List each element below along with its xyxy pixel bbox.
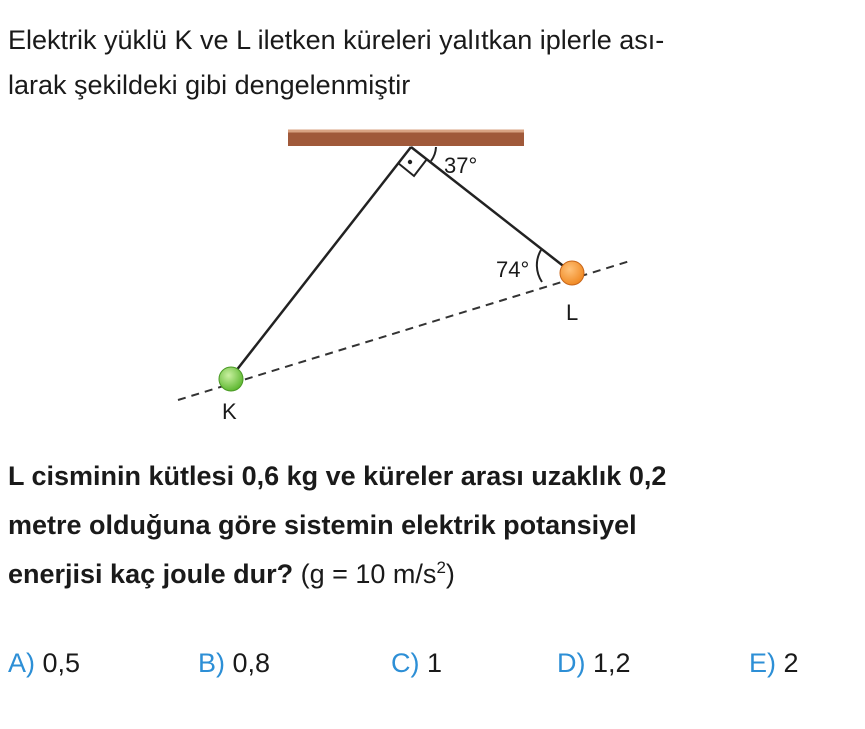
angle-arc-37: [431, 147, 436, 161]
question-line-1: L cisminin kütlesi 0,6 kg ve küreler arası uzaklık 0,2: [8, 461, 667, 491]
gravity-condition: [301, 559, 455, 589]
intro-line-2: larak şekildeki gibi dengelenmiştir: [8, 70, 411, 100]
string-L: [411, 147, 571, 272]
choice-e-value: 2: [783, 648, 799, 678]
label-L: L: [566, 300, 579, 325]
choice-a-value: 0,5: [42, 648, 81, 678]
question-line-3-text: enerjisi kaç joule dur?: [8, 559, 294, 589]
choice-b[interactable]: [198, 648, 270, 679]
dashed-connector-line: [178, 261, 630, 400]
angle-label-74: 74°: [496, 257, 530, 282]
choice-c[interactable]: [391, 648, 442, 679]
right-angle-marker: [398, 159, 427, 176]
ball-L: [560, 261, 584, 285]
gravity-condition-prefix: (g = 10 m/s: [300, 559, 437, 589]
question-line-3: [8, 550, 858, 599]
choice-c-letter: C): [391, 648, 420, 678]
gravity-condition-exponent: 2: [436, 558, 446, 577]
choice-a-letter: A): [8, 648, 35, 678]
choice-b-letter: B): [198, 648, 225, 678]
angle-arc-74: [537, 250, 542, 282]
choice-e[interactable]: [749, 648, 799, 679]
ceiling: [288, 131, 524, 146]
gravity-condition-suffix: ): [445, 559, 455, 589]
ball-K: [219, 367, 243, 391]
angle-label-37: 37°: [444, 153, 478, 178]
intro-line-1: Elektrik yüklü K ve L iletken küreleri yalıtkan iplerle ası-: [8, 25, 665, 55]
right-angle-dot: [408, 160, 412, 164]
answer-choices: [0, 648, 865, 688]
question-text: [8, 452, 858, 599]
question-line-2: metre olduğuna göre sistemin elektrik potansiyel: [8, 510, 637, 540]
choice-d[interactable]: [557, 648, 631, 679]
choice-e-letter: E): [749, 648, 776, 678]
choice-d-value: 1,2: [593, 648, 631, 678]
choice-a[interactable]: [8, 648, 80, 679]
choice-d-letter: D): [557, 648, 586, 678]
choice-c-value: 1: [427, 648, 443, 678]
string-K: [232, 147, 411, 376]
label-K: K: [222, 399, 237, 424]
choice-b-value: 0,8: [232, 648, 271, 678]
